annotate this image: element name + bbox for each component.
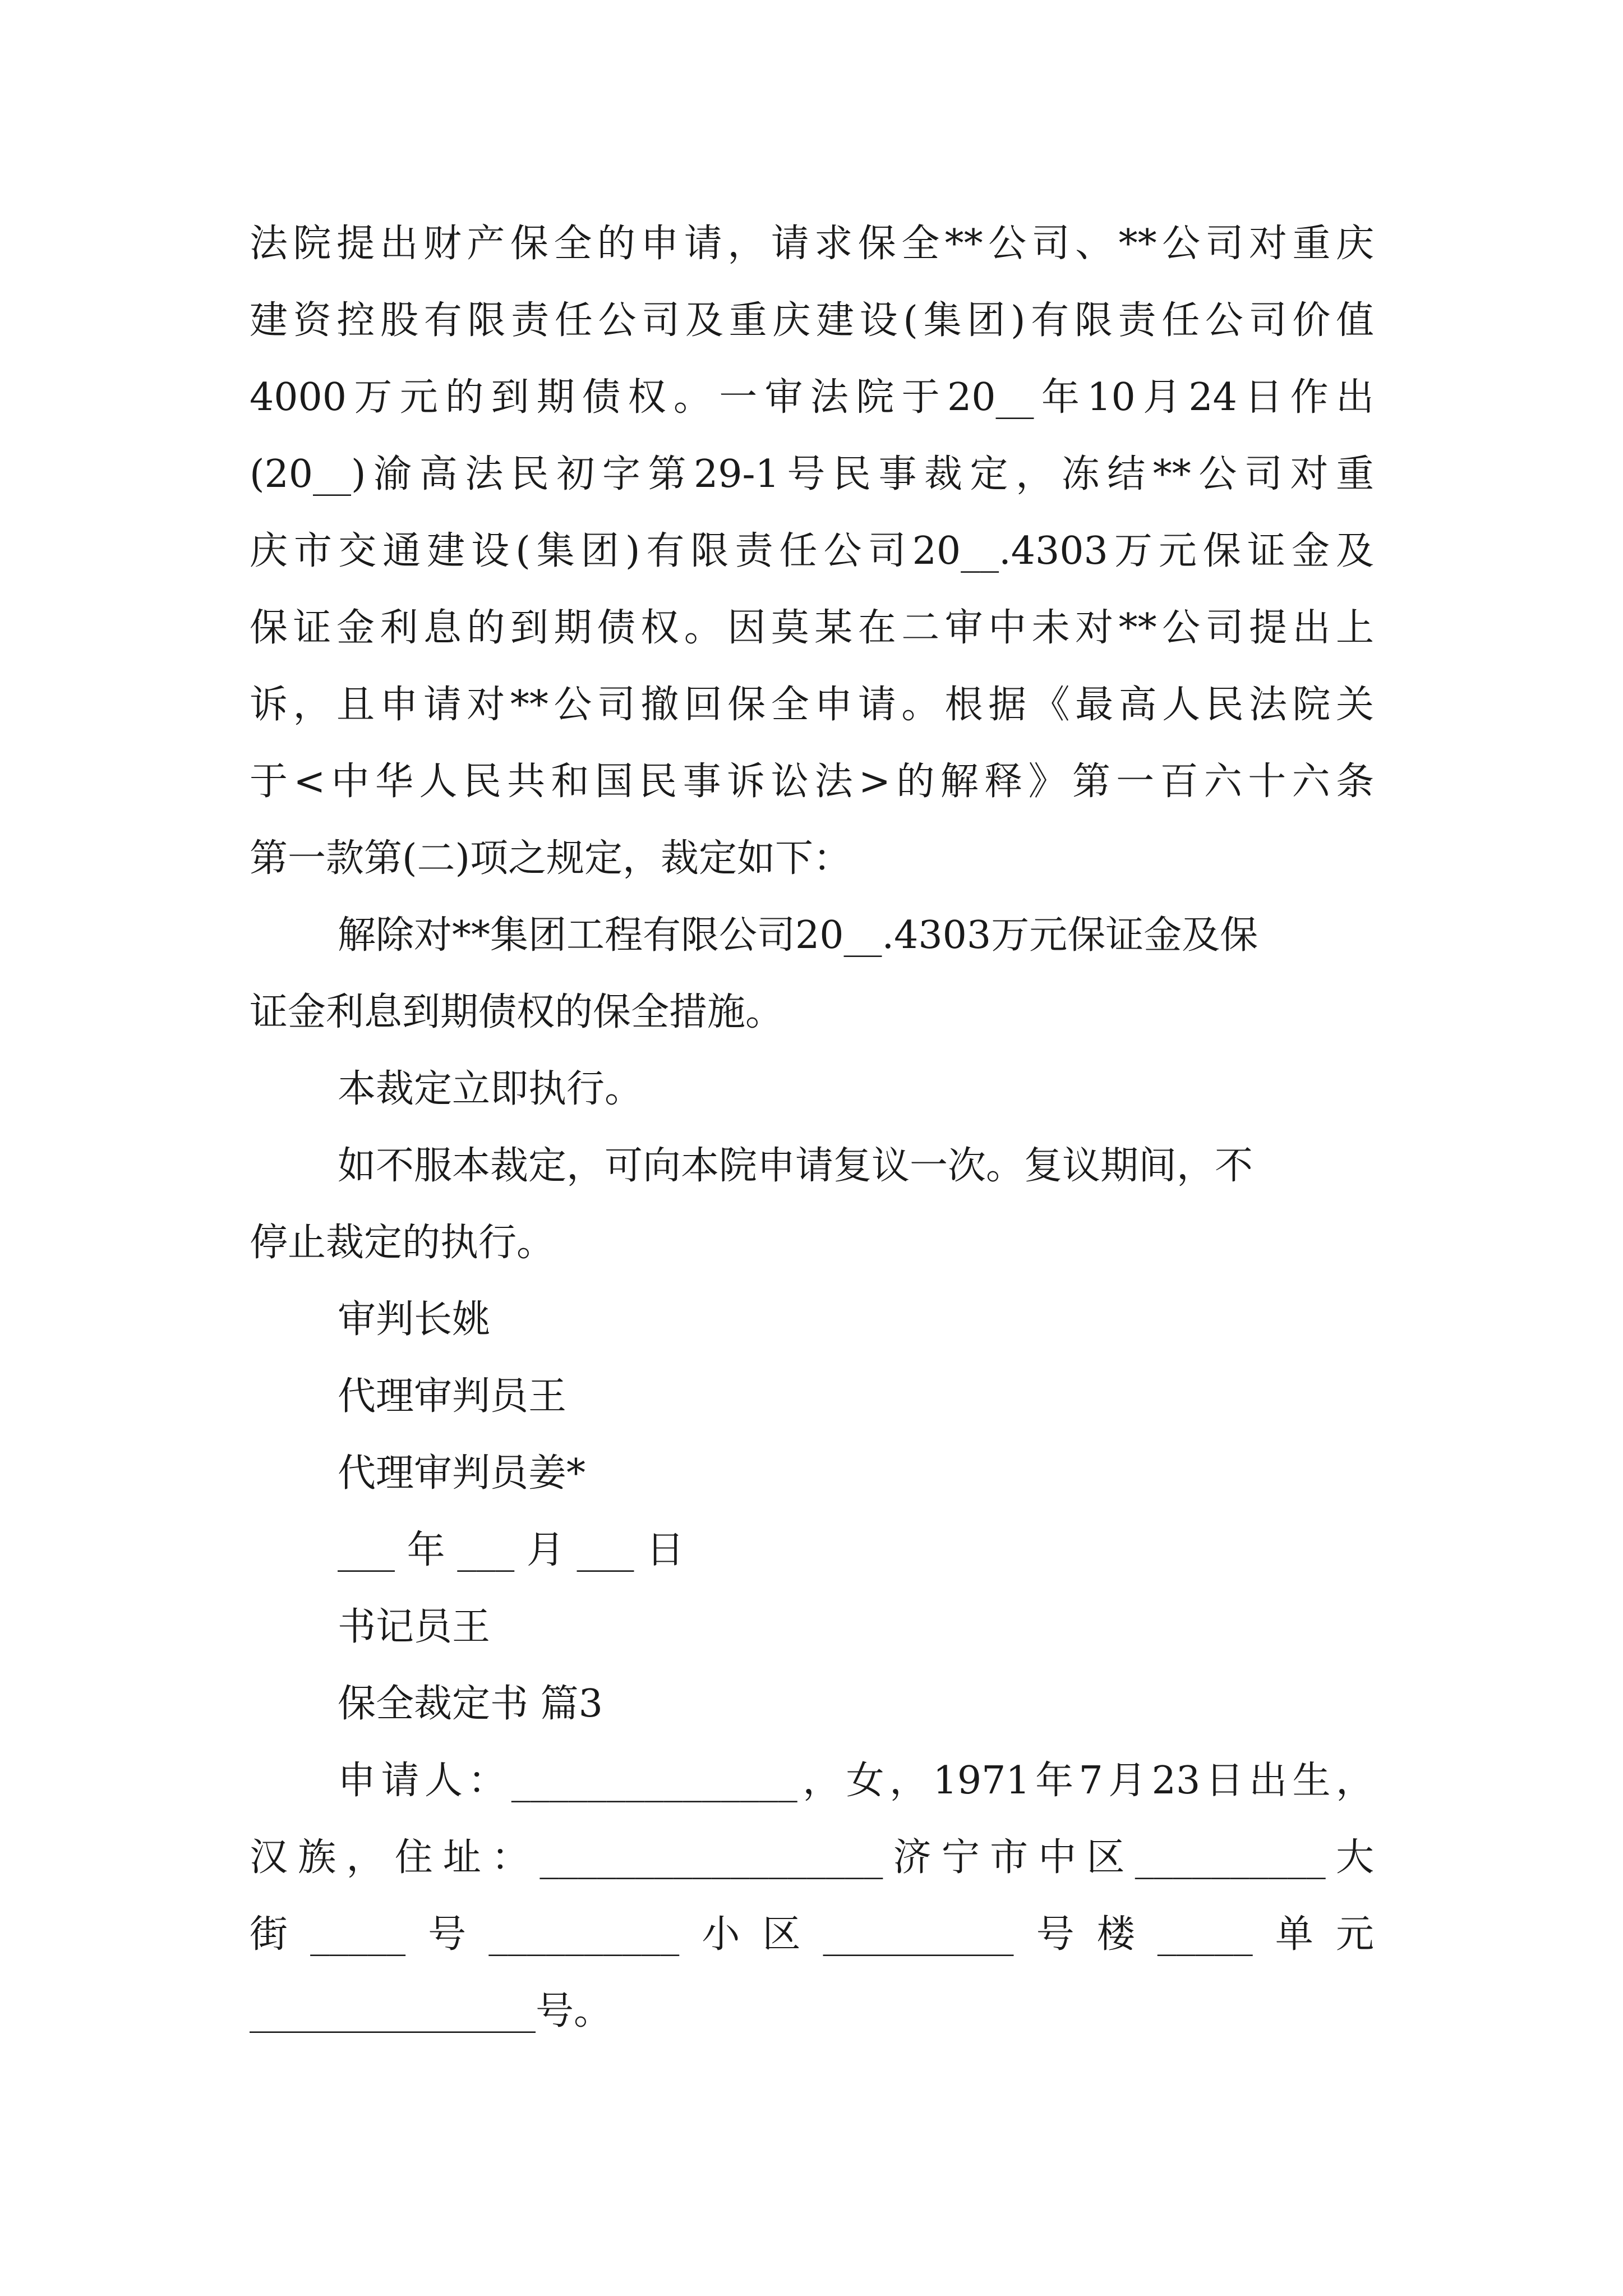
presiding-judge: 审判长姚 xyxy=(338,1297,491,1342)
applicant-line-2: 汉族，住址：__________________济宁市中区__________大 xyxy=(250,1835,1374,1880)
body-line-3: 4000万元的到期债权。一审法院于20__年10月24日作出 xyxy=(250,375,1374,420)
ruling-line-2: 证金利息到期债权的保全措施。 xyxy=(250,990,784,1034)
date-line: ___ 年 ___ 月 ___ 日 xyxy=(338,1528,685,1572)
execution-statement: 本裁定立即执行。 xyxy=(338,1067,643,1111)
body-line-7: 诉，且申请对**公司撤回保全申请。根据《最高人民法院关 xyxy=(250,683,1374,727)
body-line-5: 庆市交通建设(集团)有限责任公司20__.4303万元保证金及 xyxy=(250,529,1374,573)
appeal-line-2: 停止裁定的执行。 xyxy=(250,1221,555,1265)
body-line-2: 建资控股有限责任公司及重庆建设(集团)有限责任公司价值 xyxy=(250,298,1374,343)
applicant-line-3: 街_____号__________小区__________号楼_____单元 xyxy=(250,1912,1374,1957)
applicant-line-1: 申请人：_______________，女，1971年7月23日出生， xyxy=(338,1759,1374,1803)
body-line-1: 法院提出财产保全的申请，请求保全**公司、**公司对重庆 xyxy=(250,222,1374,266)
body-line-9: 第一款第(二)项之规定，裁定如下： xyxy=(250,836,852,881)
body-line-8: 于<中华人民共和国民事诉讼法>的解释》第一百六十六条 xyxy=(250,760,1374,804)
acting-judge-1: 代理审判员王 xyxy=(338,1374,567,1419)
applicant-line-4: _______________号。 xyxy=(250,1989,612,2033)
clerk: 书记员王 xyxy=(338,1605,491,1649)
acting-judge-2: 代理审判员姜* xyxy=(338,1451,586,1496)
section-heading: 保全裁定书 篇3 xyxy=(338,1682,603,1726)
body-line-4: (20__)渝高法民初字第29-1号民事裁定，冻结**公司对重 xyxy=(250,452,1374,496)
appeal-line-1: 如不服本裁定，可向本院申请复议一次。复议期间，不 xyxy=(338,1144,1253,1188)
body-line-6: 保证金利息的到期债权。因莫某在二审中未对**公司提出上 xyxy=(250,606,1374,650)
ruling-line-1: 解除对**集团工程有限公司20__.4303万元保证金及保 xyxy=(338,913,1258,958)
